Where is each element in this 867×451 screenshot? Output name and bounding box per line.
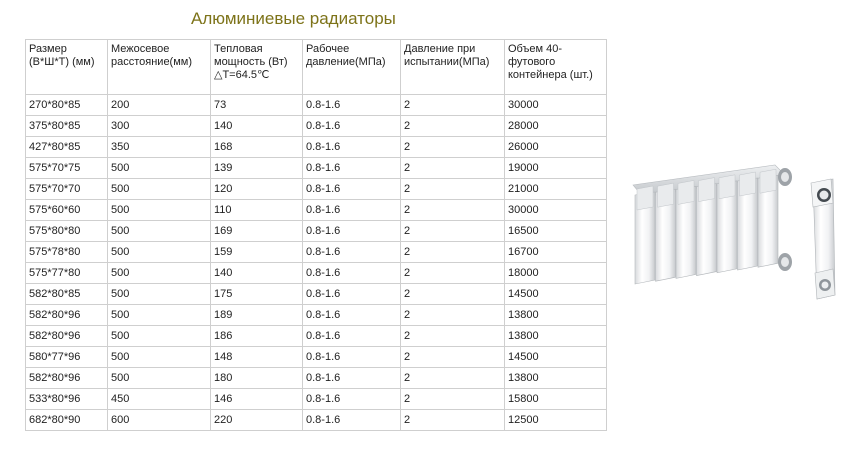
radiator-fin-top: [760, 169, 776, 193]
table-cell: 2: [401, 95, 505, 116]
table-cell: 175: [211, 284, 303, 305]
table-cell: 2: [401, 347, 505, 368]
table-cell: 200: [108, 95, 211, 116]
table-cell: 0.8-1.6: [303, 389, 401, 410]
radiator-fin-top: [740, 172, 756, 196]
column-header-line: футового: [508, 56, 556, 68]
table-cell: 13800: [505, 305, 607, 326]
column-header-line: мощность (Вт): [214, 56, 288, 68]
column-header: [303, 40, 401, 95]
table-row: [26, 137, 607, 158]
column-header: [401, 40, 505, 95]
radiator-fin-top: [699, 178, 715, 202]
column-header-line: Объем 40-: [508, 43, 563, 55]
table-cell: 500: [108, 179, 211, 200]
table-cell: 146: [211, 389, 303, 410]
table-cell: 575*60*60: [26, 200, 108, 221]
table-cell: 13800: [505, 326, 607, 347]
table-cell: 2: [401, 200, 505, 221]
table-cell: 0.8-1.6: [303, 347, 401, 368]
table-cell: 582*80*96: [26, 305, 108, 326]
column-header-line: (В*Ш*Т) (мм): [29, 56, 95, 68]
table-cell: 140: [211, 116, 303, 137]
table-cell: 30000: [505, 200, 607, 221]
column-header-line: Размер: [29, 43, 67, 55]
table-cell: 168: [211, 137, 303, 158]
table-row: [26, 305, 607, 326]
column-header: [26, 40, 108, 95]
table-cell: 2: [401, 305, 505, 326]
table-cell: 73: [211, 95, 303, 116]
table-cell: 500: [108, 347, 211, 368]
table-cell: 0.8-1.6: [303, 305, 401, 326]
radiator-fin-top: [637, 186, 653, 210]
column-header: [211, 40, 303, 95]
radiator-image: [625, 145, 860, 320]
table-cell: 270*80*85: [26, 95, 108, 116]
table-cell: 13800: [505, 368, 607, 389]
table-cell: 180: [211, 368, 303, 389]
table-row: [26, 410, 607, 431]
table-cell: 350: [108, 137, 211, 158]
table-cell: 0.8-1.6: [303, 242, 401, 263]
column-header-line: Давление при: [404, 43, 476, 55]
table-cell: 0.8-1.6: [303, 200, 401, 221]
radiator-fin-top: [719, 175, 735, 199]
table-cell: 140: [211, 263, 303, 284]
table-cell: 575*70*75: [26, 158, 108, 179]
column-header-line: Тепловая: [214, 43, 263, 55]
table-cell: 2: [401, 116, 505, 137]
table-cell: 2: [401, 410, 505, 431]
page-title: Алюминиевые радиаторы: [191, 9, 396, 28]
table-cell: 14500: [505, 347, 607, 368]
table-cell: 0.8-1.6: [303, 221, 401, 242]
table-cell: 12500: [505, 410, 607, 431]
table-cell: 0.8-1.6: [303, 116, 401, 137]
table-cell: 500: [108, 305, 211, 326]
table-cell: 533*80*96: [26, 389, 108, 410]
table-cell: 575*78*80: [26, 242, 108, 263]
radiator-body: [633, 165, 792, 284]
table-cell: 26000: [505, 137, 607, 158]
table-cell: 300: [108, 116, 211, 137]
column-header-line: Рабочее: [306, 43, 350, 55]
table-cell: 575*77*80: [26, 263, 108, 284]
table-cell: 2: [401, 368, 505, 389]
table-cell: 120: [211, 179, 303, 200]
table-cell: 2: [401, 221, 505, 242]
table-row: [26, 263, 607, 284]
table-header-row: [26, 40, 607, 95]
table-cell: 110: [211, 200, 303, 221]
table-cell: 30000: [505, 95, 607, 116]
table-cell: 220: [211, 410, 303, 431]
column-header-line: Межосевое: [111, 43, 170, 55]
table-cell: 159: [211, 242, 303, 263]
column-header-line: контейнера (шт.): [508, 69, 593, 81]
table-cell: 582*80*96: [26, 368, 108, 389]
table-cell: 500: [108, 158, 211, 179]
table-cell: 0.8-1.6: [303, 284, 401, 305]
table-row: [26, 284, 607, 305]
table-cell: 2: [401, 158, 505, 179]
table-cell: 0.8-1.6: [303, 368, 401, 389]
table-cell: 14500: [505, 284, 607, 305]
table-cell: 139: [211, 158, 303, 179]
table-cell: 500: [108, 368, 211, 389]
column-header: [108, 40, 211, 95]
table-cell: 450: [108, 389, 211, 410]
table-cell: 682*80*90: [26, 410, 108, 431]
table-cell: 500: [108, 284, 211, 305]
table-cell: 0.8-1.6: [303, 326, 401, 347]
table-cell: 500: [108, 200, 211, 221]
table-row: [26, 326, 607, 347]
table-cell: 148: [211, 347, 303, 368]
table-row: [26, 116, 607, 137]
table-cell: 427*80*85: [26, 137, 108, 158]
table-row: [26, 368, 607, 389]
table-cell: 2: [401, 263, 505, 284]
table-cell: 15800: [505, 389, 607, 410]
table-row: [26, 95, 607, 116]
table-cell: 0.8-1.6: [303, 158, 401, 179]
table-body: [26, 95, 607, 431]
table-cell: 186: [211, 326, 303, 347]
table-cell: 2: [401, 326, 505, 347]
table-cell: 16700: [505, 242, 607, 263]
table-cell: 189: [211, 305, 303, 326]
radiator-fin-top: [658, 183, 674, 207]
column-header-line: расстояние(мм): [111, 56, 193, 68]
table-cell: 16500: [505, 221, 607, 242]
table-cell: 2: [401, 242, 505, 263]
table-cell: 0.8-1.6: [303, 179, 401, 200]
table-cell: 2: [401, 179, 505, 200]
table-row: [26, 179, 607, 200]
table-cell: 500: [108, 263, 211, 284]
table-row: [26, 389, 607, 410]
column-header-line: △T=64.5℃: [214, 69, 270, 81]
table-cell: 169: [211, 221, 303, 242]
table-cell: 375*80*85: [26, 116, 108, 137]
table-cell: 500: [108, 242, 211, 263]
table-row: [26, 158, 607, 179]
column-header-line: испытании(МПа): [404, 56, 490, 68]
table-cell: 575*70*70: [26, 179, 108, 200]
table-cell: 2: [401, 389, 505, 410]
table-cell: 575*80*80: [26, 221, 108, 242]
table-row: [26, 347, 607, 368]
column-header-line: давление(МПа): [306, 56, 386, 68]
table-cell: 2: [401, 284, 505, 305]
table-cell: 0.8-1.6: [303, 410, 401, 431]
table-cell: 21000: [505, 179, 607, 200]
table-cell: 28000: [505, 116, 607, 137]
table-cell: 500: [108, 326, 211, 347]
table-cell: 580*77*96: [26, 347, 108, 368]
table-cell: 18000: [505, 263, 607, 284]
table-row: [26, 221, 607, 242]
table-cell: 600: [108, 410, 211, 431]
table-cell: 582*80*85: [26, 284, 108, 305]
table-cell: 0.8-1.6: [303, 95, 401, 116]
column-header: [505, 40, 607, 95]
table-cell: 582*80*96: [26, 326, 108, 347]
table-row: [26, 200, 607, 221]
table-row: [26, 242, 607, 263]
table-cell: 500: [108, 221, 211, 242]
radiator-photo: [625, 145, 860, 320]
radiator-fin-top: [678, 180, 694, 204]
radiator-specs-table: [25, 39, 607, 431]
table-cell: 19000: [505, 158, 607, 179]
table-cell: 0.8-1.6: [303, 263, 401, 284]
table-cell: 0.8-1.6: [303, 137, 401, 158]
table-cell: 2: [401, 137, 505, 158]
radiator-section: [811, 179, 835, 299]
